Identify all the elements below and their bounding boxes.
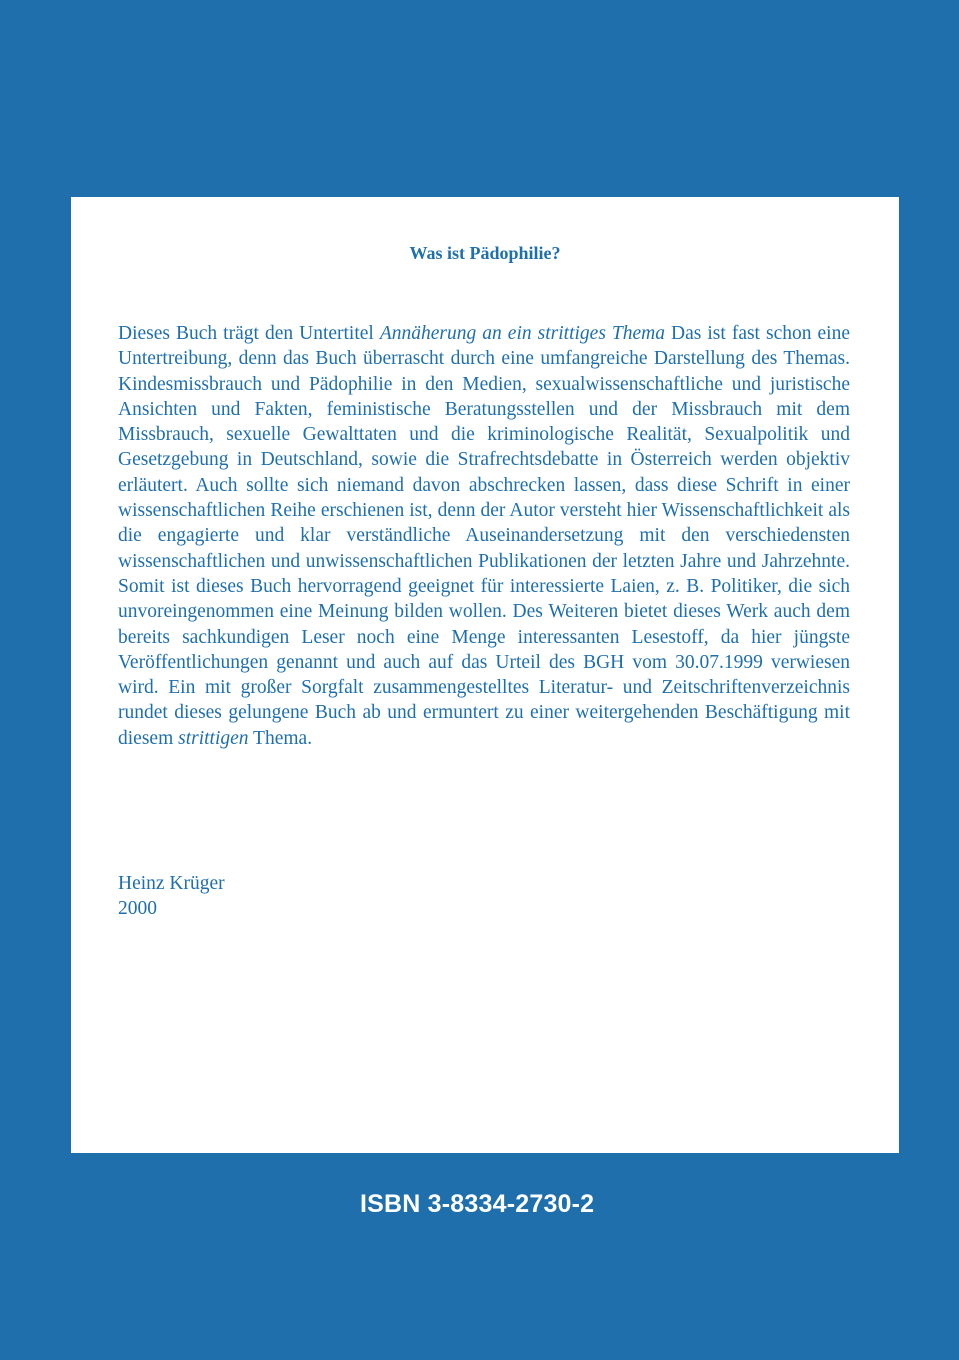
signature-block — [118, 871, 225, 922]
back-cover-text-panel — [71, 197, 899, 1153]
blurb-paragraph — [118, 321, 850, 751]
blurb-subtitle-italic: Annäherung an ein strittiges Thema — [379, 323, 666, 344]
blurb-text-part-2: Das ist fast schon eine Untertreibung, denn das Buch überrascht durch eine umfangreiche Darstellung des Themas. Kindesmissbrauch und Pädophilie in den Medien, sexualwissenschaftliche und juristische Ansichten und Fakten, feministische Beratungsstellen und der Missbrauch mit dem Missbrauch, sexuelle Gewalttaten und die kriminologische Realität, Sexualpolitik und Gesetzgebung in Deutschland, sowie die Strafrechtsdebatte in Österreich werden objektiv erläutert. Auch sollte sich niemand davon abschrecken lassen, dass diese Schrift in einer wissenschaftlichen Reihe erschienen ist, denn der Autor versteht hier Wissenschaftlichkeit als die engagierte und klar verständliche Auseinandersetzung mit den verschiedensten wissenschaftlichen und unwissenschaftlichen Publikationen der letzten Jahre und Jahrzehnte. Somit ist dieses Buch hervorragend geeignet für interessierte Laien, z. B. Politiker, die sich unvoreingenommen eine Meinung bilden wollen. Des Weiteren bietet dieses Werk auch dem bereits sachkundigen Leser noch eine Menge interessanten Lesestoff, da hier jüngste Veröffentlichungen genannt und auch auf das Urteil des BGH vom 30.07.1999 verwiesen wird. Ein mit großer Sorgfalt zusammengestelltes Literatur- und Zeitschriftenverzeichnis rundet dieses gelungene Buch ab und ermuntert zu einer weitergehenden Beschäftigung mit diesem — [118, 323, 850, 749]
signature-author: Heinz Krüger — [118, 873, 225, 894]
blurb-emphasis-italic: strittigen — [178, 727, 249, 749]
blurb-text-part-1: Dieses Buch trägt den Untertitel — [118, 323, 380, 344]
page-title: Was ist Pädophilie? — [409, 243, 561, 263]
signature-year: 2000 — [118, 898, 157, 920]
blurb-text-part-3: Thema. — [248, 727, 313, 749]
isbn-label: ISBN 3-8334-2730-2 — [360, 1190, 595, 1218]
